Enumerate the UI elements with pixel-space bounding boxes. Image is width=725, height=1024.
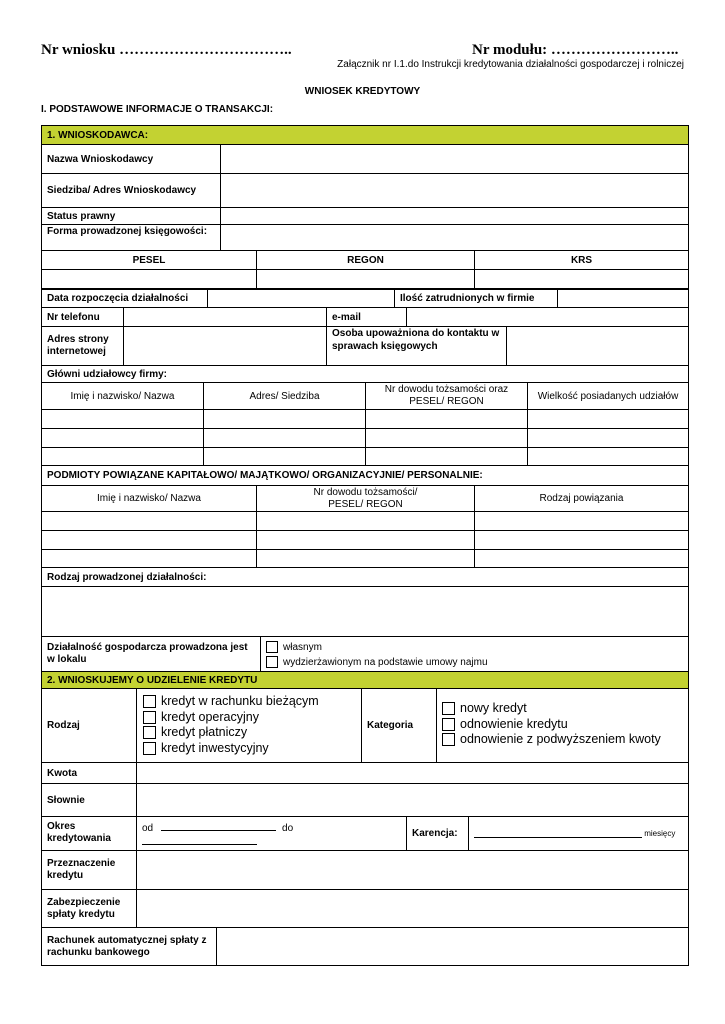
period-to-label: do <box>282 823 294 834</box>
table-cell[interactable] <box>474 530 689 549</box>
credit-heading: 2. WNIOSKUJEMY O UDZIELENIE KREDYTU <box>41 671 689 688</box>
credit-type-option[interactable] <box>143 741 356 757</box>
table-cell[interactable] <box>256 511 474 530</box>
address-row <box>41 173 689 207</box>
table-cell[interactable] <box>41 549 256 567</box>
table-cell[interactable] <box>474 511 689 530</box>
period-field[interactable] <box>136 816 406 850</box>
premises-option-leased-label: wydzierżawionym na podstawie umowy najmu <box>283 657 488 668</box>
collateral-row <box>41 889 689 927</box>
table-row <box>41 409 689 428</box>
shareholder-col-id: Nr dowodu tożsamości oraz PESEL/ REGON <box>365 382 527 409</box>
name-row <box>41 144 689 173</box>
accounting-label: Forma prowadzonej księgowości: <box>41 224 220 250</box>
phone-field[interactable] <box>123 307 326 326</box>
table-cell[interactable] <box>256 530 474 549</box>
premises-option-leased[interactable] <box>266 655 683 670</box>
table-cell[interactable] <box>41 511 256 530</box>
credit-category-option-label: nowy kredyt <box>460 701 527 715</box>
related-label: PODMIOTY POWIĄZANE KAPITAŁOWO/ MAJĄTKOWO/ ORGANIZACYJNIE/ PERSONALNIE: <box>41 465 689 485</box>
premises-label: Działalność gospodarcza prowadzona jest w lokalu <box>41 636 260 671</box>
table-cell[interactable] <box>41 447 203 465</box>
premises-option-own[interactable] <box>266 640 683 655</box>
phone-row <box>41 307 689 326</box>
table-cell[interactable] <box>527 409 689 428</box>
credit-category-option[interactable] <box>442 732 683 748</box>
legal-status-label: Status prawny <box>41 207 220 224</box>
credit-heading-row <box>41 671 689 688</box>
attachment-note: Załącznik nr I.1.do Instrukcji kredytowania działalności gospodarczej i rolniczej <box>337 59 684 70</box>
activity-field-row <box>41 586 689 636</box>
credit-category-options <box>436 688 689 762</box>
amount-field[interactable] <box>136 762 689 783</box>
checkbox-own[interactable] <box>266 641 278 653</box>
amount-row <box>41 762 689 783</box>
credit-category-option[interactable] <box>442 717 683 733</box>
address-field[interactable] <box>220 173 689 207</box>
credit-type-option-label: kredyt w rachunku bieżącym <box>161 694 319 708</box>
period-to-line[interactable] <box>142 835 257 845</box>
credit-type-option-label: kredyt operacyjny <box>161 709 259 724</box>
table-cell[interactable] <box>203 409 365 428</box>
contact-field[interactable] <box>506 326 689 365</box>
table-cell[interactable] <box>365 409 527 428</box>
employees-field[interactable] <box>557 289 689 307</box>
account-field[interactable] <box>216 927 689 965</box>
ids-values-row <box>41 269 689 288</box>
ids-header-row <box>41 250 689 269</box>
table-cell[interactable] <box>41 530 256 549</box>
applicant-heading-row <box>41 125 689 144</box>
table-cell[interactable] <box>203 428 365 447</box>
accounting-field[interactable] <box>220 224 689 250</box>
activity-field[interactable] <box>41 586 689 636</box>
table-row <box>41 549 689 567</box>
table-bottom-border <box>41 965 689 966</box>
shareholders-header-row <box>41 382 689 409</box>
amount-label: Kwota <box>41 762 136 783</box>
employees-label: Ilość zatrudnionych w firmie <box>394 289 557 307</box>
period-label: Okres kredytowania <box>41 816 136 850</box>
module-number-label: Nr modułu: …………………….. <box>472 42 679 58</box>
document-title: WNIOSEK KREDYTOWY <box>304 86 421 97</box>
related-col-name: Imię i nazwisko/ Nazwa <box>41 485 256 511</box>
credit-type-option-label: kredyt płatniczy <box>161 725 248 739</box>
related-header-row <box>41 485 689 511</box>
activity-row <box>41 567 689 586</box>
credit-category-option-label: odnowienie z podwyższeniem kwoty <box>460 732 661 746</box>
table-cell[interactable] <box>527 447 689 465</box>
accounting-row <box>41 224 689 250</box>
legal-status-field[interactable] <box>220 207 689 224</box>
premises-row <box>41 636 689 671</box>
table-row <box>41 428 689 447</box>
purpose-field[interactable] <box>136 850 689 889</box>
regon-header: REGON <box>256 250 474 269</box>
credit-type-option[interactable] <box>143 710 356 726</box>
shareholder-col-name: Imię i nazwisko/ Nazwa <box>41 382 203 409</box>
credit-type-option[interactable] <box>143 725 356 741</box>
table-cell[interactable] <box>41 428 203 447</box>
checkbox[interactable] <box>143 711 156 724</box>
period-row <box>41 816 689 850</box>
related-col-type: Rodzaj powiązania <box>474 485 689 511</box>
website-field[interactable] <box>123 326 326 365</box>
related-col-id: Nr dowodu tożsamości/ PESEL/ REGON <box>256 485 474 511</box>
phone-label: Nr telefonu <box>41 307 123 326</box>
website-row <box>41 326 689 365</box>
grace-label: Karencja: <box>406 816 468 850</box>
purpose-row <box>41 850 689 889</box>
contact-label: Osoba upoważniona do kontaktu w sprawach księgowych <box>326 326 506 365</box>
regon-field[interactable] <box>256 269 474 288</box>
pesel-header: PESEL <box>41 250 256 269</box>
premises-option-own-label: własnym <box>283 642 322 653</box>
grace-line[interactable] <box>474 830 642 838</box>
premises-options <box>260 636 689 671</box>
credit-type-option-label: kredyt inwestycyjny <box>161 740 269 755</box>
table-row <box>41 447 689 465</box>
account-row <box>41 927 689 965</box>
credit-type-row <box>41 688 689 762</box>
checkbox[interactable] <box>143 742 156 755</box>
krs-field[interactable] <box>474 269 689 288</box>
start-date-field[interactable] <box>207 289 394 307</box>
table-cell[interactable] <box>365 447 527 465</box>
shareholders-row <box>41 365 689 382</box>
credit-category-option[interactable] <box>442 701 683 717</box>
legal-status-row <box>41 207 689 224</box>
section-title: I. PODSTAWOWE INFORMACJE O TRANSAKCJI: <box>41 104 274 115</box>
words-field[interactable] <box>136 783 689 816</box>
words-row <box>41 783 689 816</box>
credit-type-option[interactable] <box>143 694 356 710</box>
address-label: Siedziba/ Adres Wnioskodawcy <box>41 173 220 207</box>
pesel-field[interactable] <box>41 269 256 288</box>
name-field[interactable] <box>220 144 689 173</box>
grace-field[interactable] <box>468 816 689 850</box>
purpose-label: Przeznaczenie kredytu <box>41 850 136 889</box>
checkbox[interactable] <box>442 733 455 746</box>
shareholders-label: Główni udziałowcy firmy: <box>41 365 689 382</box>
checkbox[interactable] <box>442 702 455 715</box>
start-date-label: Data rozpoczęcia działalności <box>41 289 207 307</box>
table-cell[interactable] <box>256 549 474 567</box>
table-cell[interactable] <box>203 447 365 465</box>
shareholder-col-address: Adres/ Siedziba <box>203 382 365 409</box>
website-label: Adres strony internetowej <box>41 326 123 365</box>
checkbox-leased[interactable] <box>266 656 278 668</box>
table-cell[interactable] <box>474 549 689 567</box>
shareholder-col-shares: Wielkość posiadanych udziałów <box>527 382 689 409</box>
application-number-label: Nr wniosku …………………………….. <box>41 42 292 58</box>
period-from-label: od <box>142 823 154 834</box>
words-label: Słownie <box>41 783 136 816</box>
applicant-heading: 1. WNIOSKODAWCA: <box>41 125 689 144</box>
credit-category-option-label: odnowienie kredytu <box>460 716 568 731</box>
credit-type-options <box>136 688 361 762</box>
table-row <box>41 511 689 530</box>
start-date-row <box>41 289 689 307</box>
activity-label: Rodzaj prowadzonej działalności: <box>41 567 689 586</box>
table-cell[interactable] <box>365 428 527 447</box>
email-field[interactable] <box>406 307 689 326</box>
checkbox[interactable] <box>442 718 455 731</box>
table-cell[interactable] <box>41 409 203 428</box>
period-from-line[interactable] <box>161 821 276 831</box>
checkbox[interactable] <box>143 695 156 708</box>
name-label: Nazwa Wnioskodawcy <box>41 144 220 173</box>
email-label: e-mail <box>326 307 406 326</box>
related-row <box>41 465 689 485</box>
credit-type-label: Rodzaj <box>41 688 136 762</box>
krs-header: KRS <box>474 250 689 269</box>
grace-unit: miesięcy <box>644 829 676 838</box>
collateral-label: Zabezpieczenie spłaty kredytu <box>41 889 136 927</box>
credit-category-label: Kategoria <box>361 688 436 762</box>
checkbox[interactable] <box>143 726 156 739</box>
table-row <box>41 530 689 549</box>
account-label: Rachunek automatycznej spłaty z rachunku bankowego <box>41 927 216 965</box>
table-cell[interactable] <box>527 428 689 447</box>
collateral-field[interactable] <box>136 889 689 927</box>
